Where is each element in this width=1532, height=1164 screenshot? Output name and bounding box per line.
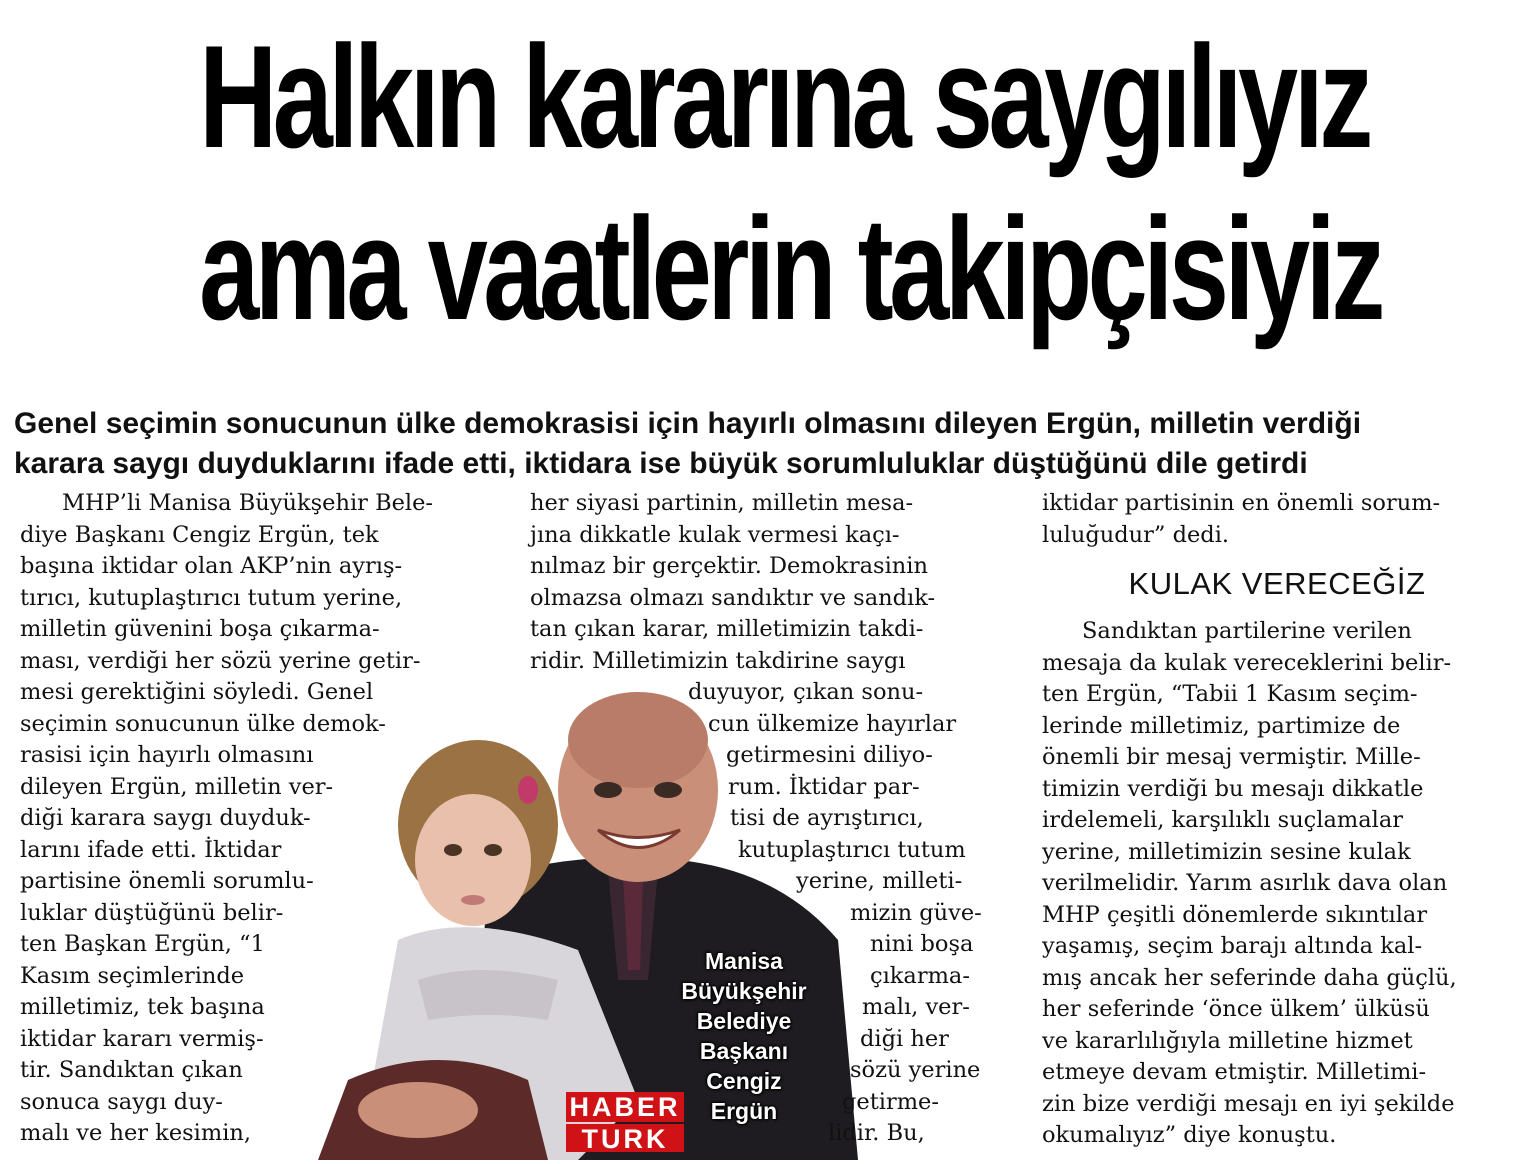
text-line: milletimiz, tek başına [20, 994, 265, 1020]
text-line: MHP çeşitli dönemlerde sıkıntılar [1042, 901, 1428, 928]
text-line: lerinde milletimiz, partimize de [1042, 712, 1401, 739]
text-line: nılmaz bir gerçektir. Demokrasinin [530, 553, 928, 579]
text-line: iktidar kararı vermiş- [20, 1025, 264, 1052]
text-line: larını ifade etti. İktidar [20, 836, 282, 863]
text-line: mesaja da kulak vereceklerini belir- [1042, 649, 1452, 676]
text-line: tırıcı, kutuplaştırıcı tutum yerine, [20, 584, 403, 611]
caption-line: Cengiz [706, 1068, 782, 1094]
text-line: her seferinde ‘önce ülkem’ ülküsü [1042, 996, 1430, 1022]
text-line: yerine, milleti- [796, 868, 963, 894]
text-line: jına dikkatle kulak vermesi kaçı- [530, 521, 900, 548]
text-line: MHP’li Manisa Büyükşehir Bele- [62, 490, 434, 516]
text-line: getirme- [842, 1088, 939, 1115]
headline-line-2: ama vaatlerin takipçisiyiz [199, 187, 1381, 350]
caption-line: Manisa [705, 948, 783, 974]
text-line: mizin güve- [850, 899, 982, 926]
text-line: verilmelidir. Yarım asırlık dava olan [1042, 870, 1448, 896]
section-title: KULAK VERECEĞİZ [1128, 566, 1426, 601]
subheadline-line-1: Genel seçimin sonucunun ülke demokrasisi için hayırlı olmasını dileyen Ergün, milletin verdiği [14, 407, 1362, 440]
text-line: zin bize verdiği mesajı en iyi şekilde [1042, 1090, 1455, 1117]
text-line: mış ancak her seferinde daha güçlü, [1042, 964, 1457, 991]
text-line: yaşamış, seçim barajı altında kal- [1042, 933, 1423, 959]
text-line: başına iktidar olan AKP’nin ayrış- [20, 553, 403, 579]
caption-line: Başkanı [699, 1038, 789, 1064]
text-line: rum. İktidar par- [728, 773, 920, 800]
text-line: tir. Sandıktan çıkan [20, 1057, 243, 1083]
text-line: olmazsa olmazı sandıktır ve sandık- [530, 584, 936, 611]
article-column-3-continued [1042, 616, 1512, 1152]
text-line: tisi de ayrıştırıcı, [730, 805, 924, 831]
text-line: ması, verdiği her sözü yerine getir- [20, 647, 421, 674]
text-line: diği karara saygı duyduk- [20, 805, 311, 831]
text-line: irdelemeli, karşılıklı suçlamalar [1042, 807, 1404, 833]
text-line: lidir. Bu, [828, 1120, 925, 1146]
text-line: seçimin sonucunun ülke demok- [20, 710, 386, 737]
text-line: nini boşa [870, 931, 974, 957]
text-line: Sandıktan partilerine verilen [1082, 618, 1412, 644]
text-line: her siyasi partinin, milletin mesa- [530, 490, 914, 516]
article-column-1 [20, 488, 500, 1150]
text-line: duyuyor, çıkan sonu- [688, 679, 924, 705]
caption-line: Büyükşehir [681, 978, 807, 1004]
article-column-3 [1042, 488, 1512, 551]
text-line: luluğudur” dedi. [1042, 521, 1230, 548]
text-line: kutuplaştırıcı tutum [738, 836, 966, 863]
text-line: mesi gerektiğini söyledi. Genel [20, 679, 374, 705]
text-line: ridir. Milletimizin takdirine saygı [530, 647, 906, 674]
subheadline-line-2: karara saygı duyduklarını ifade etti, iktidara ise büyük sorumluluklar düştüğünü dile getirdi [14, 447, 1308, 480]
text-line: ten Başkan Ergün, “1 [20, 931, 265, 957]
text-line: yerine, milletimizin sesine kulak [1042, 838, 1411, 865]
caption-line: Belediye [696, 1008, 792, 1034]
text-line: luklar düştüğünü belir- [20, 899, 284, 926]
text-line: malı ve her kesimin, [20, 1120, 252, 1146]
text-line: diği her [860, 1025, 949, 1052]
text-line: önemli bir mesaj vermiştir. Mille- [1042, 744, 1421, 770]
text-line: timizin verdiği bu mesajı dikkatle [1042, 775, 1424, 802]
text-line: sonuca saygı duy- [20, 1088, 223, 1115]
text-line: Kasım seçimlerinde [20, 962, 245, 989]
text-line: diye Başkanı Cengiz Ergün, tek [20, 521, 379, 548]
logo-line-1: HABER [569, 1092, 681, 1122]
caption-line: Ergün [710, 1098, 778, 1124]
text-line: ve kararlılığıyla milletine hizmet [1042, 1027, 1413, 1054]
text-line: malı, ver- [862, 994, 970, 1020]
text-line: okumalıyız” diye konuştu. [1042, 1122, 1337, 1148]
text-line: iktidar partisinin en önemli sorum- [1042, 490, 1441, 516]
headline-line-1: Halkın kararına saygılıyız [199, 15, 1369, 178]
text-line: sözü yerine [850, 1057, 981, 1083]
logo-line-2: TURK [581, 1124, 669, 1154]
text-line: tan çıkan karar, milletimizin takdi- [530, 616, 924, 642]
text-line: cun ülkemize hayırlar [708, 710, 957, 737]
text-line: getirmesini diliyo- [726, 742, 933, 768]
article-column-2 [530, 488, 1010, 1150]
text-line: dileyen Ergün, milletin ver- [20, 773, 334, 800]
text-line: rasisi için hayırlı olmasını [20, 742, 314, 768]
text-line: çıkarma- [870, 962, 970, 989]
text-line: milletin güvenini boşa çıkarma- [20, 616, 380, 642]
text-line: partisine önemli sorumlu- [20, 868, 314, 894]
text-line: ten Ergün, “Tabii 1 Kasım seçim- [1042, 681, 1418, 707]
text-line: etmeye devam etmiştir. Milletimi- [1042, 1059, 1427, 1085]
